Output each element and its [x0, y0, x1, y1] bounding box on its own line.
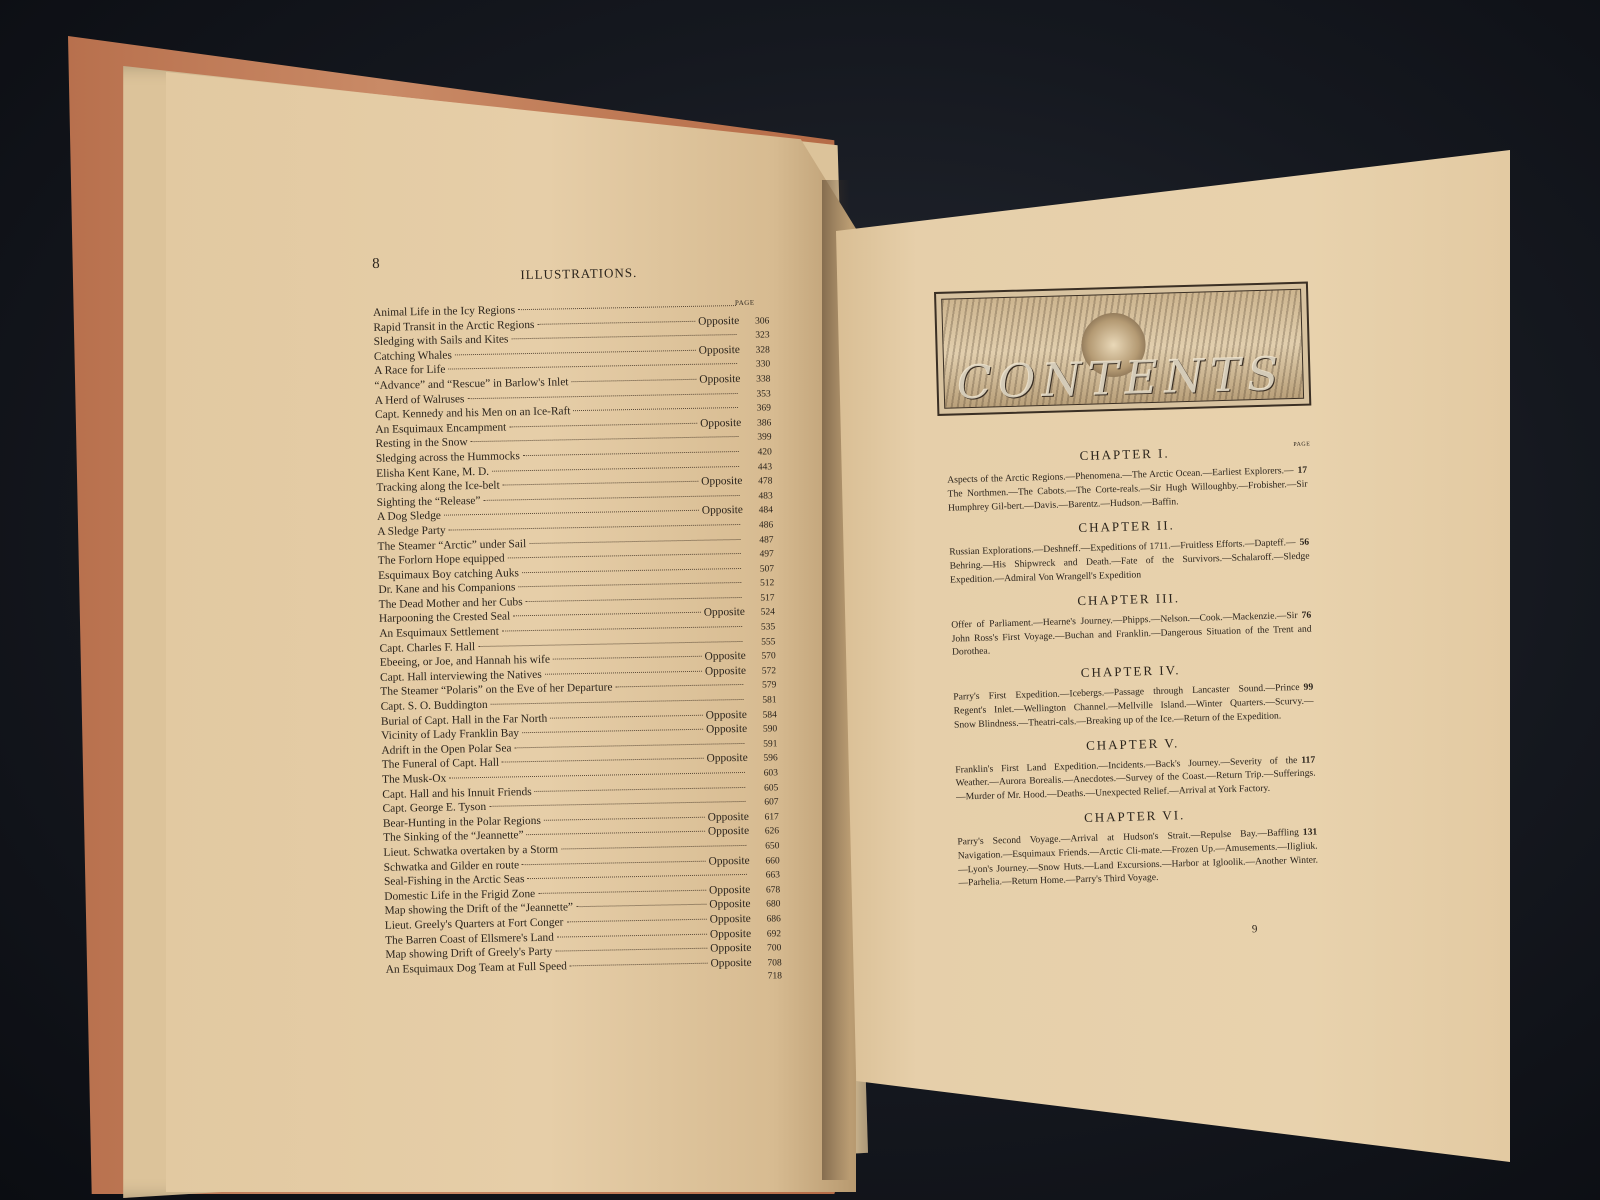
- page-ref: 570: [761, 651, 776, 662]
- dot-leader: [553, 656, 702, 660]
- dot-leader: [573, 407, 738, 411]
- page-ref: 484: [758, 505, 774, 516]
- chapter-title: CHAPTER VI.: [1083, 807, 1186, 825]
- dot-leader: [570, 962, 708, 966]
- opposite-label: Opposite: [703, 606, 746, 620]
- illustration-title: The Musk-Ox: [381, 772, 447, 786]
- dot-leader: [555, 948, 707, 952]
- illustration-title: The Sinking of the “Jeannette”: [383, 829, 524, 845]
- chapter-summary: [939, 464, 1312, 516]
- illustration-title: Sledging across the Hummocks: [375, 450, 520, 465]
- opposite-label: Opposite: [700, 416, 742, 430]
- dot-leader: [550, 714, 702, 718]
- dot-leader: [523, 451, 739, 456]
- opposite-label: Opposite: [709, 898, 751, 911]
- page-ref: 678: [765, 885, 781, 896]
- spacer: [389, 976, 753, 983]
- page-ref: 478: [758, 476, 773, 487]
- chapter-entry: [949, 803, 1323, 891]
- page-ref: 399: [757, 432, 772, 443]
- page-ref: 607: [764, 797, 779, 808]
- opposite-label: Opposite: [704, 650, 746, 663]
- page-ref: 524: [760, 607, 776, 619]
- chapter-page: 17: [1297, 464, 1308, 476]
- page-ref: 581: [762, 695, 777, 706]
- chapter-title: CHAPTER V.: [1085, 734, 1180, 753]
- dot-leader: [502, 758, 703, 763]
- page-ref: 617: [764, 812, 779, 823]
- chapter-page: 56: [1299, 537, 1310, 549]
- chapter-summary-text: Parry's Second Voyage.—Arrival at Hudson's Strait.—Repulse Bay.—Baffling Navigation.—Esquimaux Friends.—Arctic Cli-mate.—Frozen Up.—Amusements.—Iligliuk.—Lyon's Journey.—Snow Huts.—Land Excursions.—Harbor at Igloolik.—Another Winter.—Parhelia.—Return Home.—Parry's Third Voyage.: [957, 826, 1319, 889]
- chapter-summary: [945, 681, 1318, 733]
- illustration-title: A Herd of Walruses: [374, 392, 465, 407]
- page-ref: 596: [763, 753, 778, 764]
- chapter-summary-text: Offer of Parliament.—Hearne's Journey.—Phipps.—Nelson.—Cook.—Mackenzie.—Sir John Ross's First Voyage.—Buchan and Franklin.—Dangerous Situation of the Trent and Dorothea.: [951, 609, 1312, 659]
- illustration-title: A Dog Sledge: [376, 510, 442, 524]
- opposite-label: Opposite: [709, 912, 751, 926]
- illustration-title: The Steamer “Arctic” under Sail: [377, 537, 527, 553]
- page-ref: 680: [766, 899, 781, 910]
- opposite-label: Opposite: [710, 956, 752, 970]
- opposite-label: Opposite: [698, 343, 740, 357]
- page-ref: 512: [760, 578, 775, 589]
- dot-leader: [561, 845, 746, 850]
- illustration-title: Capt. Hall and his Innuit Friends: [382, 785, 532, 801]
- page-ref: 555: [761, 636, 776, 648]
- illustration-title: Schwatka and Gilder en route: [383, 858, 520, 874]
- illustration-title: Lieut. Schwatka overtaken by a Storm: [383, 843, 559, 859]
- illustration-title: Burial of Capt. Hall in the Far North: [380, 712, 548, 728]
- dot-leader: [576, 904, 706, 908]
- page-column-label: PAGE: [734, 298, 755, 308]
- dot-leader: [503, 481, 699, 486]
- chapter-entry: [945, 659, 1319, 733]
- dot-leader: [615, 684, 743, 687]
- page-ref: 626: [764, 826, 780, 837]
- illustration-title: The Forlorn Hope equipped: [377, 552, 505, 568]
- dot-leader: [545, 671, 702, 675]
- page-title: ILLUSTRATIONS.: [520, 264, 638, 283]
- dot-leader: [522, 729, 703, 733]
- illustration-title: A Race for Life: [374, 363, 446, 378]
- page-ref: 306: [754, 315, 770, 327]
- page-ref: 517: [760, 593, 775, 604]
- chapter-entry: [943, 586, 1317, 660]
- dot-leader: [571, 379, 696, 382]
- page-column-label: PAGE: [1293, 441, 1311, 449]
- chapter-entry: [938, 442, 1312, 516]
- illustration-title: The Steamer “Polaris” on the Eve of her Departure: [380, 681, 613, 699]
- illustration-title: Esquimaux Boy catching Auks: [378, 566, 520, 582]
- opposite-label: Opposite: [707, 825, 750, 839]
- dot-leader: [483, 495, 739, 501]
- illustration-title: Capt. Charles F. Hall: [379, 640, 476, 655]
- page-ref: 535: [760, 622, 776, 633]
- page-ref: 386: [756, 418, 772, 429]
- dot-leader: [502, 626, 742, 632]
- page-ref: 328: [755, 345, 770, 356]
- dot-leader: [518, 305, 736, 310]
- opposite-label: Opposite: [701, 475, 743, 488]
- opposite-label: Opposite: [707, 810, 749, 824]
- illustration-title: Capt. Hall interviewing the Natives: [379, 668, 542, 684]
- illustration-title: The Funeral of Capt. Hall: [381, 757, 500, 772]
- dot-leader: [527, 874, 747, 879]
- illustration-title: Map showing Drift of Greely's Party: [385, 945, 553, 961]
- chapter-summary: [943, 608, 1316, 660]
- dot-leader: [522, 860, 705, 865]
- page-ref: 323: [755, 330, 770, 341]
- illustration-title: Seal-Fishing in the Arctic Seas: [383, 873, 525, 889]
- chapter-summary-text: Parry's First Expedition.—Icebergs.—Passage through Lancaster Sound.—Prince Regent's Inlet.—Wellington Channel.—Mellville Island.—Winter Quarters.—Scurvy.—Snow Blindness.—Theatri-cals.—Breaking up of the Ice.—Return of the Expedition.: [953, 682, 1314, 731]
- illustration-title: Sledging with Sails and Kites: [373, 333, 509, 349]
- dot-leader: [522, 568, 741, 573]
- chapter-entry: [947, 731, 1321, 805]
- chapter-summary: [949, 825, 1322, 891]
- opposite-label: Opposite: [708, 854, 750, 868]
- page-ref: 497: [759, 549, 774, 560]
- illustration-title: A Sledge Party: [377, 524, 446, 538]
- dot-leader: [467, 393, 737, 399]
- opposite-label: Opposite: [709, 927, 752, 941]
- chapter-title: CHAPTER III.: [1077, 590, 1181, 608]
- illustration-title: Resting in the Snow: [375, 436, 468, 451]
- illustration-title: Tracking along the Ice-belt: [376, 479, 500, 495]
- chapter-summary: [947, 753, 1320, 805]
- page-ref: 486: [758, 520, 774, 531]
- page-ref: 420: [757, 447, 772, 458]
- page-ref: 483: [758, 491, 773, 502]
- contents-heading-lettering: CONTENTS: [955, 346, 1286, 410]
- page-ref: 700: [767, 943, 782, 954]
- illustration-title: Capt. Kennedy and his Men on an Ice-Raft: [374, 405, 571, 422]
- dot-leader: [518, 582, 741, 587]
- chapter-summary-text: Aspects of the Arctic Regions.—Phenomena.—The Arctic Ocean.—Earliest Explorers.—The Northmen.—The Cabots.—The Corte-reals.—Sir Hugh Willoughby.—Frobisher.—Sir Humphrey Gil-bert.—Davis.—Barentz.—Hudson.—Baffin.: [947, 465, 1308, 514]
- illustration-title: Catching Whales: [373, 349, 452, 363]
- chapter-title: CHAPTER I.: [1079, 445, 1170, 463]
- illustration-title: Domestic Life in the Frigid Zone: [384, 887, 536, 903]
- illustration-title: Ebeeing, or Joe, and Hannah his wife: [379, 653, 551, 670]
- opposite-label: Opposite: [704, 664, 747, 678]
- opposite-label: Opposite: [698, 314, 740, 328]
- dot-leader: [444, 510, 699, 516]
- page-ref: 572: [761, 666, 777, 677]
- opposite-label: Opposite: [706, 752, 748, 766]
- page-ref: 718: [767, 971, 783, 982]
- dot-leader: [508, 553, 741, 558]
- page-ref: 660: [765, 855, 780, 867]
- illustration-title: Dr. Kane and his Companions: [378, 581, 516, 597]
- page-ref: 369: [756, 403, 772, 414]
- illustration-title: Map showing the Drift of the “Jeannette”: [384, 901, 574, 918]
- page-ref: 443: [757, 461, 773, 473]
- chapter-title: CHAPTER II.: [1078, 517, 1176, 536]
- dot-leader: [449, 524, 741, 531]
- dot-leader: [535, 787, 746, 792]
- illustration-title: The Dead Mother and her Cubs: [378, 596, 523, 611]
- dot-leader: [449, 772, 745, 779]
- opposite-label: Opposite: [705, 723, 748, 736]
- chapter-summary: [941, 536, 1314, 588]
- page-ref: 650: [765, 841, 780, 852]
- page-ref: 330: [755, 359, 771, 371]
- page-number: 8: [372, 255, 380, 272]
- chapter-list: [938, 442, 1322, 900]
- dot-leader: [544, 816, 705, 820]
- illustration-title: Sighting the “Release”: [376, 494, 481, 509]
- illustration-title: An Esquimaux Dog Team at Full Speed: [385, 960, 568, 976]
- contents-heading-engraving: [934, 282, 1311, 416]
- illustration-title: An Esquimaux Settlement: [379, 625, 499, 640]
- dot-leader: [509, 423, 697, 428]
- page-ref: 663: [765, 870, 781, 881]
- page-ref: 692: [766, 928, 782, 940]
- page-ref: 708: [767, 957, 782, 969]
- dot-leader: [511, 334, 736, 339]
- illustration-title: Harpooning the Crested Seal: [378, 610, 511, 626]
- chapter-summary-text: Franklin's First Land Expedition.—Incidents.—Back's Journey.—Severity of the Weather.—Aurora Borealis.—Anecdotes.—Survey of the Coast.—Return Trip.—Sufferings.—Murder of Mr. Hood.—Deaths.—Unexpected Relief.—Arrival at York Factory.: [955, 754, 1316, 803]
- chapter-page: 117: [1301, 754, 1316, 766]
- dot-leader: [513, 612, 701, 617]
- dot-leader: [566, 919, 706, 923]
- page-ref: 584: [762, 709, 777, 721]
- dot-leader: [529, 538, 740, 543]
- illustrations-list: [373, 298, 782, 991]
- opposite-label: Opposite: [699, 372, 741, 386]
- illustration-title: An Esquimaux Encampment: [375, 421, 507, 436]
- page-ref: 353: [756, 388, 771, 400]
- dot-leader: [537, 320, 695, 324]
- dot-leader: [491, 699, 744, 705]
- chapter-summary-text: Russian Explorations.—Deshneff.—Expeditions of 1711.—Fruitless Efforts.—Dapteff.—Behring.—His Shipwreck and Death.—Fate of the Survivors.—Schalaroff.—Sledge Expedition.—Admiral Von Wrangell's Expedition: [949, 537, 1310, 586]
- dot-leader: [538, 889, 706, 893]
- chapter-title: CHAPTER IV.: [1080, 662, 1181, 681]
- dot-leader: [455, 350, 696, 356]
- opposite-label: Opposite: [708, 883, 751, 897]
- dot-leader: [557, 933, 707, 937]
- dot-leader: [478, 641, 742, 647]
- illustration-title: Rapid Transit in the Arctic Regions: [373, 318, 535, 334]
- dot-leader: [492, 466, 739, 472]
- page-ref: 487: [759, 534, 774, 546]
- dot-leader: [471, 436, 739, 442]
- page-ref: 590: [762, 724, 778, 735]
- illustration-title: Capt. S. O. Buddington: [380, 698, 488, 713]
- chapter-page: 76: [1301, 609, 1312, 621]
- illustration-title: Elisha Kent Kane, M. D.: [376, 465, 490, 480]
- illustration-title: Adrift in the Open Polar Sea: [381, 742, 512, 757]
- dot-leader: [448, 363, 737, 370]
- illustration-title: Bear-Hunting in the Polar Regions: [382, 814, 541, 830]
- chapter-page: 99: [1303, 681, 1314, 694]
- chapter-page: 131: [1302, 826, 1318, 838]
- dot-leader: [526, 597, 742, 602]
- page-ref: 686: [766, 914, 781, 925]
- illustration-title: Capt. George E. Tyson: [382, 801, 487, 816]
- page-ref: 603: [763, 768, 779, 779]
- illustration-title: “Advance” and “Rescue” in Barlow's Inlet: [374, 376, 569, 392]
- dot-leader: [489, 801, 745, 807]
- illustration-title: Lieut. Greely's Quarters at Fort Conger: [384, 916, 564, 932]
- opposite-label: Opposite: [705, 708, 747, 722]
- page-ref: 507: [759, 564, 775, 575]
- opposite-label: Opposite: [710, 941, 752, 955]
- page-ref: 579: [761, 680, 777, 692]
- illustration-title: The Barren Coast of Ellsmere's Land: [385, 931, 554, 947]
- page-ref: 338: [756, 374, 771, 385]
- page-ref: 605: [763, 782, 779, 794]
- dot-leader: [527, 831, 705, 835]
- page-ref: 591: [763, 739, 778, 750]
- chapter-entry: [940, 514, 1314, 588]
- illustration-title: Vicinity of Lady Franklin Bay: [381, 727, 520, 743]
- opposite-label: Opposite: [701, 504, 744, 518]
- dot-leader: [514, 743, 744, 748]
- folio-number: 9: [1251, 923, 1258, 936]
- illustration-title: Animal Life in the Icy Regions: [372, 304, 516, 319]
